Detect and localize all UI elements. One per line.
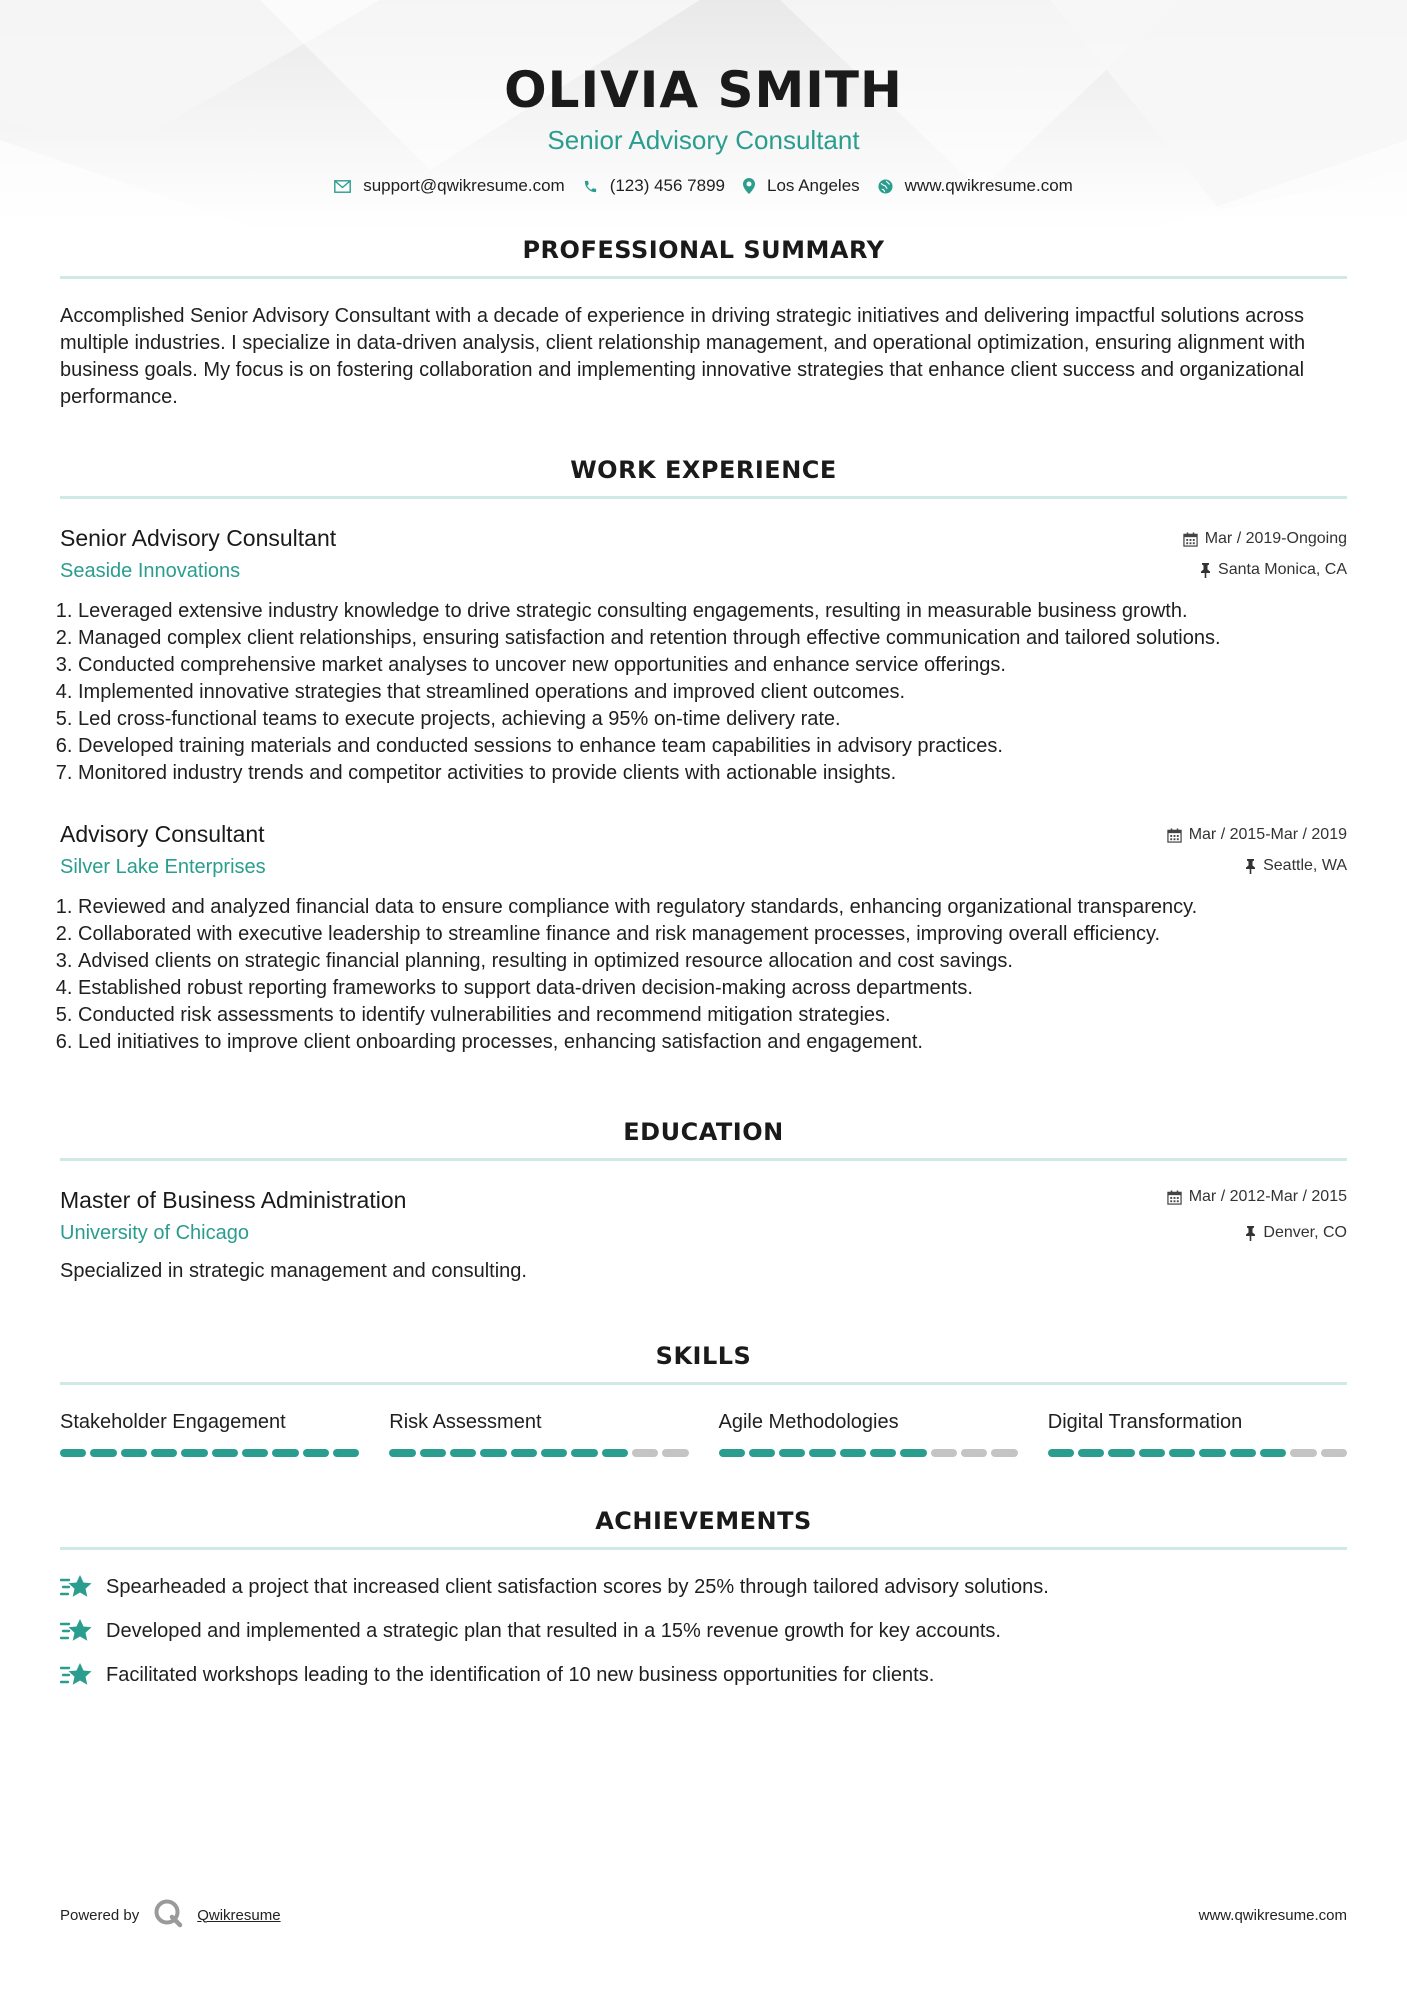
job-entry bbox=[60, 523, 1347, 787]
job-entry bbox=[60, 819, 1347, 1056]
list-item: 2. Managed complex client relationships, ensuring satisfaction and retention through effective communication and tailored solutions. bbox=[78, 625, 1347, 652]
email-text: support@qwikresume.com bbox=[363, 176, 565, 195]
education-section bbox=[60, 1118, 1347, 1284]
education-heading: EDUCATION bbox=[60, 1118, 1347, 1161]
skill-level-segment bbox=[303, 1449, 329, 1457]
skill-name: Stakeholder Engagement bbox=[60, 1411, 286, 1433]
location-text: Los Angeles bbox=[767, 176, 860, 195]
education-entry bbox=[60, 1185, 1347, 1284]
skill-level-segment bbox=[272, 1449, 298, 1457]
job-dates bbox=[1183, 529, 1347, 549]
skill-level-segment bbox=[420, 1449, 446, 1457]
achievement-item bbox=[60, 1618, 1347, 1644]
candidate-title: Senior Advisory Consultant bbox=[547, 125, 860, 155]
achievements-list bbox=[60, 1574, 1347, 1688]
skill-level-segment bbox=[389, 1449, 415, 1457]
job-location-text: Seattle, WA bbox=[1263, 857, 1347, 874]
education-location bbox=[1167, 1223, 1347, 1243]
work-experience-heading: WORK EXPERIENCE bbox=[60, 456, 1347, 499]
job-location-text: Santa Monica, CA bbox=[1218, 561, 1347, 578]
achievement-text: Spearheaded a project that increased client satisfaction scores by 25% through tailored advisory solutions. bbox=[106, 1576, 1049, 1598]
skill-level-segment bbox=[840, 1449, 866, 1457]
summary-heading: PROFESSIONAL SUMMARY bbox=[60, 236, 1347, 279]
skill-level-segment bbox=[662, 1449, 688, 1457]
skill-level-segment bbox=[1321, 1449, 1347, 1457]
skills-heading: SKILLS bbox=[60, 1342, 1347, 1385]
candidate-name: OLIVIA SMITH bbox=[504, 61, 903, 119]
education-description: Specialized in strategic management and consulting. bbox=[60, 1260, 527, 1282]
contact-website[interactable] bbox=[878, 176, 1073, 196]
calendar-icon bbox=[1183, 532, 1198, 547]
skill-level-segment bbox=[1139, 1449, 1165, 1457]
skill-item bbox=[1048, 1409, 1347, 1457]
footer-website[interactable]: www.qwikresume.com bbox=[1198, 1906, 1347, 1924]
skills-section bbox=[60, 1342, 1347, 1457]
skill-level-segment bbox=[991, 1449, 1017, 1457]
job-location bbox=[1167, 856, 1347, 876]
skill-level-segment bbox=[1230, 1449, 1256, 1457]
map-pin-icon bbox=[743, 178, 755, 194]
list-item: 6. Led initiatives to improve client onboarding processes, enhancing satisfaction and engagement. bbox=[78, 1029, 1347, 1056]
list-item: 4. Established robust reporting frameworks to support data-driven decision-making across departments. bbox=[78, 975, 1347, 1002]
summary-text: Accomplished Senior Advisory Consultant with a decade of experience in driving strategic initiatives and delivering impactful solutions across multiple industries. I specialize in data-driven analysis, client relationship management, and operational optimization, ensuring alignment with business goals. My focus is on fostering collaboration and implementing innovative strategies that enhance client success and organizational performance. bbox=[60, 305, 1306, 408]
list-item: 6. Developed training materials and conducted sessions to enhance team capabilities in advisory practices. bbox=[78, 733, 1347, 760]
skill-level-segment bbox=[900, 1449, 926, 1457]
contact-bar bbox=[60, 176, 1347, 196]
page-footer bbox=[60, 1898, 1347, 1932]
powered-by bbox=[60, 1898, 281, 1932]
skill-level-segment bbox=[1260, 1449, 1286, 1457]
star-icon bbox=[60, 1662, 94, 1688]
skill-level-segment bbox=[931, 1449, 957, 1457]
education-dates-text: Mar / 2012-Mar / 2015 bbox=[1188, 1188, 1347, 1205]
skill-level-segment bbox=[151, 1449, 177, 1457]
skill-level-segment bbox=[870, 1449, 896, 1457]
skill-level-segment bbox=[961, 1449, 987, 1457]
skill-level-segment bbox=[719, 1449, 745, 1457]
summary-section bbox=[60, 236, 1347, 411]
calendar-icon bbox=[1167, 1190, 1182, 1205]
qwikresume-link[interactable]: Qwikresume bbox=[197, 1906, 281, 1924]
job-dates bbox=[1167, 825, 1347, 845]
skill-level-segment bbox=[181, 1449, 207, 1457]
list-item: 3. Advised clients on strategic financial planning, resulting in optimized resource allocation and cost savings. bbox=[78, 948, 1347, 975]
list-item: 4. Implemented innovative strategies that streamlined operations and improved client outcomes. bbox=[78, 679, 1347, 706]
skill-level-segment bbox=[212, 1449, 238, 1457]
list-item: 5. Led cross-functional teams to execute projects, achieving a 95% on-time delivery rate. bbox=[78, 706, 1347, 733]
pushpin-icon bbox=[1245, 1226, 1256, 1241]
skill-level-segment bbox=[1199, 1449, 1225, 1457]
skill-level-segment bbox=[602, 1449, 628, 1457]
job-duties-list bbox=[60, 598, 1347, 787]
achievements-section bbox=[60, 1507, 1347, 1688]
achievement-item bbox=[60, 1574, 1347, 1600]
education-location-text: Denver, CO bbox=[1263, 1224, 1347, 1241]
list-item: 2. Collaborated with executive leadership to streamline finance and risk management processes, improving overall efficiency. bbox=[78, 921, 1347, 948]
skill-level-segment bbox=[809, 1449, 835, 1457]
achievements-heading: ACHIEVEMENTS bbox=[60, 1507, 1347, 1550]
phone-icon bbox=[583, 179, 598, 194]
skill-level-segment bbox=[121, 1449, 147, 1457]
skill-name: Risk Assessment bbox=[389, 1411, 542, 1433]
achievement-text: Facilitated workshops leading to the identification of 10 new business opportunities for clients. bbox=[106, 1664, 935, 1686]
skill-level-segment bbox=[450, 1449, 476, 1457]
contact-location bbox=[743, 176, 860, 196]
school-name: University of Chicago bbox=[60, 1222, 249, 1244]
skill-level-segment bbox=[60, 1449, 86, 1457]
calendar-icon bbox=[1167, 828, 1182, 843]
skill-level-segment bbox=[1108, 1449, 1134, 1457]
skill-level-segment bbox=[749, 1449, 775, 1457]
resume-header bbox=[60, 0, 1347, 196]
skill-level-segment bbox=[333, 1449, 359, 1457]
company-name: Seaside Innovations bbox=[60, 560, 241, 582]
skill-level-segment bbox=[1048, 1449, 1074, 1457]
star-icon bbox=[60, 1574, 94, 1600]
skill-item bbox=[719, 1409, 1018, 1457]
skill-item bbox=[389, 1409, 688, 1457]
achievement-text: Developed and implemented a strategic plan that resulted in a 15% revenue growth for key accounts. bbox=[106, 1620, 1001, 1642]
company-name: Silver Lake Enterprises bbox=[60, 856, 266, 878]
list-item: 1. Reviewed and analyzed financial data to ensure compliance with regulatory standards, enhancing organizational transparency. bbox=[78, 894, 1347, 921]
contact-email[interactable] bbox=[334, 176, 565, 196]
skill-level-segment bbox=[632, 1449, 658, 1457]
website-text: www.qwikresume.com bbox=[904, 176, 1073, 195]
skill-level-segment bbox=[541, 1449, 567, 1457]
contact-phone[interactable] bbox=[583, 176, 725, 196]
skill-level-segment bbox=[1290, 1449, 1316, 1457]
skill-level-segment bbox=[1078, 1449, 1104, 1457]
job-duties-list bbox=[60, 894, 1347, 1056]
list-item: 1. Leveraged extensive industry knowledge to drive strategic consulting engagements, resulting in measurable business growth. bbox=[78, 598, 1347, 625]
phone-text: (123) 456 7899 bbox=[609, 176, 726, 195]
skill-level-segment bbox=[571, 1449, 597, 1457]
skill-name: Agile Methodologies bbox=[718, 1411, 899, 1433]
star-icon bbox=[60, 1618, 94, 1644]
pushpin-icon bbox=[1245, 859, 1256, 874]
list-item: 7. Monitored industry trends and competitor activities to provide clients with actionable insights. bbox=[78, 760, 1347, 787]
degree-title: Master of Business Administration bbox=[60, 1187, 407, 1213]
skill-item bbox=[60, 1409, 359, 1457]
skill-level-bar bbox=[719, 1449, 1018, 1457]
pushpin-icon bbox=[1200, 563, 1211, 578]
education-dates bbox=[1167, 1187, 1347, 1207]
job-dates-text: Mar / 2015-Mar / 2019 bbox=[1188, 826, 1347, 843]
envelope-icon bbox=[334, 180, 351, 193]
qwikresume-logo-icon bbox=[153, 1898, 183, 1932]
skill-name: Digital Transformation bbox=[1047, 1411, 1243, 1433]
powered-by-label: Powered by bbox=[60, 1906, 140, 1924]
list-item: 3. Conducted comprehensive market analyses to uncover new opportunities and enhance service offerings. bbox=[78, 652, 1347, 679]
skills-list bbox=[60, 1409, 1347, 1457]
skill-level-segment bbox=[480, 1449, 506, 1457]
skill-level-segment bbox=[242, 1449, 268, 1457]
skill-level-bar bbox=[60, 1449, 359, 1457]
list-item: 5. Conducted risk assessments to identify vulnerabilities and recommend mitigation strategies. bbox=[78, 1002, 1347, 1029]
job-dates-text: Mar / 2019-Ongoing bbox=[1204, 530, 1347, 547]
job-title: Advisory Consultant bbox=[60, 821, 265, 847]
job-location bbox=[1183, 560, 1347, 580]
skill-level-segment bbox=[779, 1449, 805, 1457]
skill-level-segment bbox=[1169, 1449, 1195, 1457]
skill-level-segment bbox=[511, 1449, 537, 1457]
globe-icon bbox=[878, 179, 893, 194]
skill-level-segment bbox=[90, 1449, 116, 1457]
skill-level-bar bbox=[1048, 1449, 1347, 1457]
achievement-item bbox=[60, 1662, 1347, 1688]
skill-level-bar bbox=[389, 1449, 688, 1457]
job-title: Senior Advisory Consultant bbox=[60, 525, 337, 551]
work-experience-section bbox=[60, 456, 1347, 1056]
